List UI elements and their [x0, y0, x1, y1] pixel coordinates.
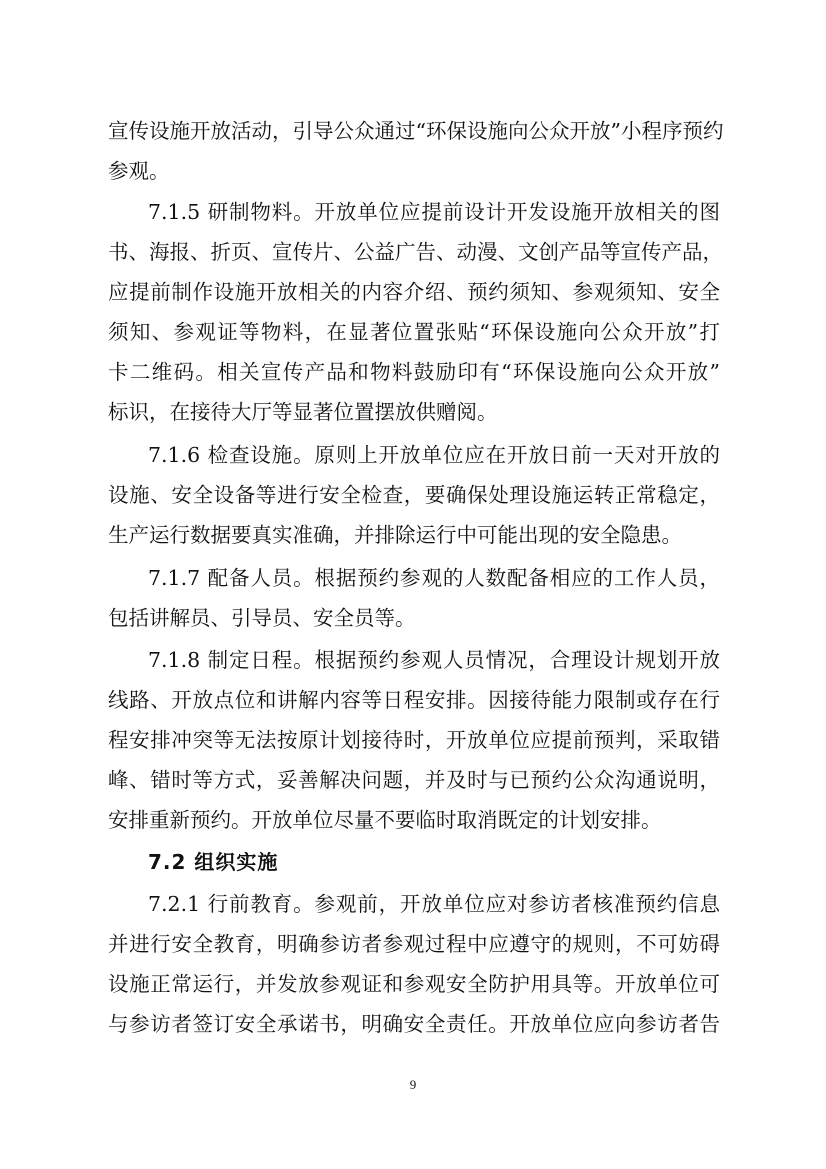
body-text-line: 峰、错时等方式，妥善解决问题，并及时与已预约公众沟通说明，	[108, 768, 720, 792]
paragraph-7-1-7-first-line: 7.1.7 配备人员。根据预约参观的人数配备相应的工作人员，	[148, 566, 720, 590]
body-text-line: 生产运行数据要真实准确，并排除运行中可能出现的安全隐患。	[108, 523, 682, 547]
paragraph-7-1-6-first-line: 7.1.6 检查设施。原则上开放单位应在开放日前一天对开放的	[148, 443, 720, 467]
body-text-line: 程安排冲突等无法按原计划接待时，开放单位应提前预判，采取错	[108, 728, 720, 752]
section-heading-7-2: 7.2 组织实施	[148, 850, 279, 874]
body-text-line: 设施正常运行，并发放参观证和参观安全防护用具等。开放单位可	[108, 972, 720, 996]
paragraph-7-1-5-first-line: 7.1.5 研制物料。开放单位应提前设计开发设施开放相关的图	[148, 200, 720, 224]
body-text-line: 包括讲解员、引导员、安全员等。	[108, 606, 416, 630]
body-text-line: 线路、开放点位和讲解内容等日程安排。因接待能力限制或存在行	[108, 688, 720, 712]
body-text-line: 参观。	[108, 159, 170, 183]
body-text-line: 标识，在接待大厅等显著位置摆放供赠阅。	[108, 400, 498, 424]
body-text-line: 卡二维码。相关宣传产品和物料鼓励印有“环保设施向公众开放”	[108, 360, 720, 384]
body-text-line: 设施、安全设备等进行安全检查，要确保处理设施运转正常稳定，	[108, 483, 720, 507]
body-text-line: 须知、参观证等物料，在显著位置张贴“环保设施向公众开放”打	[108, 320, 720, 344]
body-text-line: 应提前制作设施开放相关的内容介绍、预约须知、参观须知、安全	[108, 280, 720, 304]
body-text-line: 并进行安全教育，明确参访者参观过程中应遵守的规则，不可妨碍	[108, 932, 720, 956]
page-number: 9	[409, 1077, 417, 1092]
body-text-line: 安排重新预约。开放单位尽量不要临时取消既定的计划安排。	[108, 808, 662, 832]
body-text-line: 书、海报、折页、宣传片、公益广告、动漫、文创产品等宣传产品，	[108, 240, 723, 264]
paragraph-7-2-1-first-line: 7.2.1 行前教育。参观前，开放单位应对参访者核准预约信息	[148, 892, 720, 916]
body-text-line: 宣传设施开放活动，引导公众通过“环保设施向公众开放”小程序预约	[108, 119, 724, 143]
body-text-line: 与参访者签订安全承诺书，明确安全责任。开放单位应向参访者告	[108, 1012, 720, 1036]
paragraph-7-1-8-first-line: 7.1.8 制定日程。根据预约参观人员情况，合理设计规划开放	[148, 648, 720, 672]
